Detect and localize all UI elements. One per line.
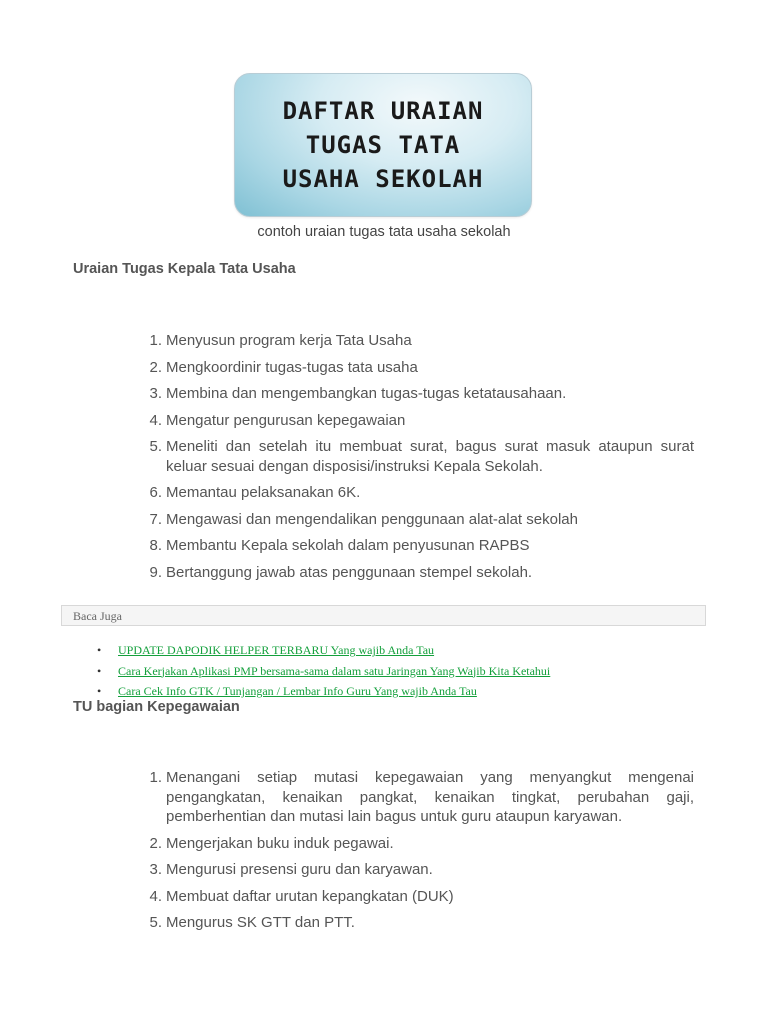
list-number: 5. bbox=[149, 438, 162, 455]
related-link[interactable]: Cara Cek Info GTK / Tunjangan / Lembar Info Guru Yang wajib Anda Tau bbox=[118, 684, 477, 698]
list-item bbox=[149, 860, 694, 880]
bullet: • bbox=[97, 643, 102, 657]
related-link-item bbox=[97, 640, 550, 661]
list-number: 8. bbox=[149, 537, 162, 554]
list-item-text: Bertanggung jawab atas penggunaan stempel sekolah. bbox=[166, 563, 533, 581]
list-item bbox=[149, 510, 694, 530]
section-title-kepala-tu: Uraian Tugas Kepala Tata Usaha bbox=[73, 261, 296, 277]
title-banner-image bbox=[234, 73, 532, 217]
baca-juga-header: Baca Juga bbox=[61, 605, 706, 626]
related-link[interactable]: UPDATE DAPODIK HELPER TERBARU Yang wajib Anda Tau bbox=[118, 643, 435, 657]
list-item-text: Menyusun program kerja Tata Usaha bbox=[166, 332, 412, 349]
list-item bbox=[149, 913, 694, 933]
related-link-item bbox=[97, 661, 551, 682]
list-number: 2. bbox=[149, 834, 162, 852]
list-item-text: Membuat daftar urutan kepangkatan (DUK) bbox=[166, 887, 454, 905]
list-item bbox=[149, 834, 694, 854]
list-number: 1. bbox=[149, 332, 162, 349]
list-item bbox=[149, 331, 694, 351]
list-item bbox=[149, 483, 694, 503]
list-number: 9. bbox=[149, 563, 162, 581]
related-links-list bbox=[97, 640, 551, 702]
list-item bbox=[149, 887, 694, 907]
banner-line-3: USAHA SEKOLAH bbox=[282, 165, 484, 193]
list-item-text: Memantau pelaksanakan 6K. bbox=[166, 484, 361, 501]
list-item bbox=[149, 358, 694, 378]
section-title-kepegawaian: TU bagian Kepegawaian bbox=[73, 699, 240, 715]
list-item bbox=[149, 384, 694, 404]
bullet: • bbox=[97, 684, 102, 698]
list-number: 1. bbox=[149, 769, 162, 786]
list-item-text: Membina dan mengembangkan tugas-tugas ketatausahaan. bbox=[166, 385, 567, 402]
task-list-kepala-tu bbox=[149, 331, 694, 589]
image-caption: contoh uraian tugas tata usaha sekolah bbox=[257, 224, 511, 240]
task-list-kepegawaian bbox=[149, 768, 694, 940]
list-item-text: Mengerjakan buku induk pegawai. bbox=[166, 834, 394, 852]
list-item-text: Mengkoordinir tugas-tugas tata usaha bbox=[166, 358, 418, 376]
list-number: 3. bbox=[149, 385, 162, 402]
list-number: 5. bbox=[149, 914, 162, 931]
list-item bbox=[149, 411, 694, 431]
bullet: • bbox=[97, 663, 102, 678]
list-number: 3. bbox=[149, 861, 162, 878]
list-item-text: Mengurusi presensi guru dan karyawan. bbox=[166, 861, 433, 878]
list-item-text: Meneliti dan setelah itu membuat surat, bagus surat masuk ataupun surat keluar sesuai dengan disposisi/instruksi Kepala Sekolah. bbox=[166, 438, 694, 475]
list-item-text: Menangani setiap mutasi kepegawaian yang menyangkut mengenai pengangkatan, kenaikan pangkat, kenaikan tingkat, perubahan gaji, pemberhentian dan mutasi lain bagus untuk guru ataupun karyawan. bbox=[166, 769, 694, 825]
list-item-text: Mengurus SK GTT dan PTT. bbox=[166, 914, 355, 931]
related-link[interactable]: Cara Kerjakan Aplikasi PMP bersama-sama dalam satu Jaringan Yang Wajib Kita Ketahui bbox=[118, 663, 551, 678]
list-number: 2. bbox=[149, 358, 162, 376]
banner-line-2: TUGAS TATA bbox=[305, 131, 461, 159]
list-item-text: Membantu Kepala sekolah dalam penyusunan RAPBS bbox=[166, 537, 530, 554]
list-item bbox=[149, 563, 694, 583]
list-item bbox=[149, 536, 694, 556]
list-number: 7. bbox=[149, 510, 162, 528]
list-item-text: Mengatur pengurusan kepegawaian bbox=[166, 411, 406, 429]
list-item bbox=[149, 437, 694, 476]
banner-line-1: DAFTAR URAIAN bbox=[282, 97, 484, 125]
list-number: 4. bbox=[149, 887, 162, 905]
list-item-text: Mengawasi dan mengendalikan penggunaan alat-alat sekolah bbox=[166, 510, 578, 528]
list-item bbox=[149, 768, 694, 827]
list-number: 4. bbox=[149, 411, 162, 429]
list-number: 6. bbox=[149, 484, 162, 501]
